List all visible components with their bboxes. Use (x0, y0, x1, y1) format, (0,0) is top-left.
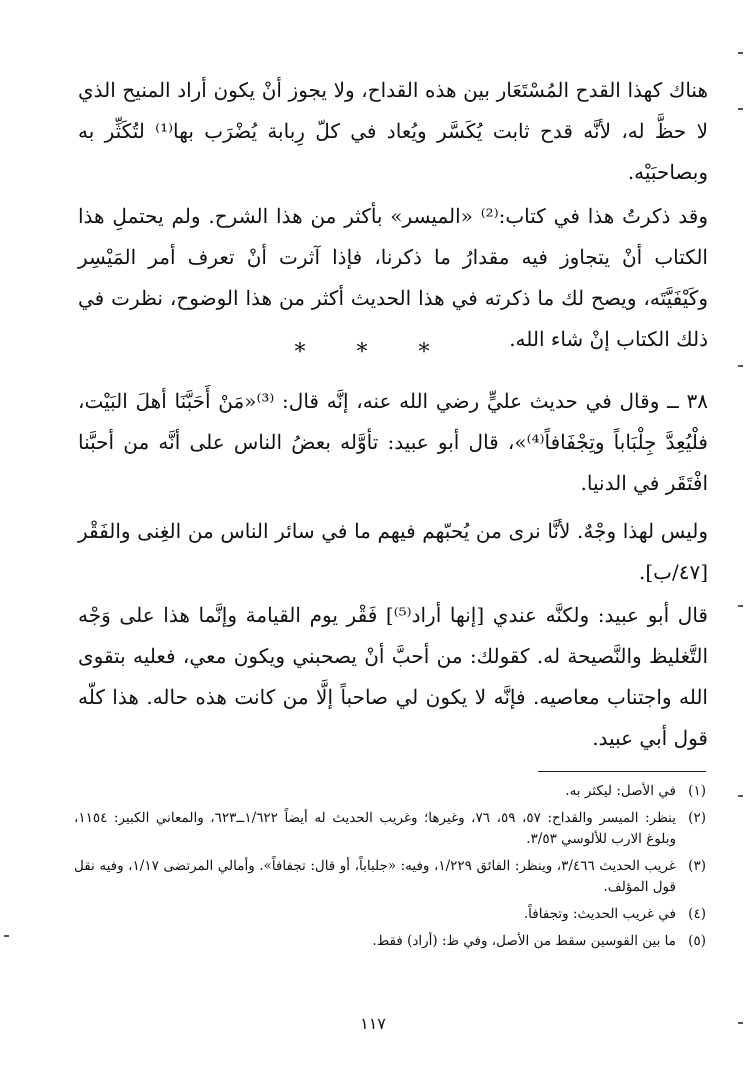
footnote-text: في غريب الحديث: وتجفافاً. (523, 906, 676, 922)
footnote-text: ينظر: الميسر والقداح: ٥٧، ٥٩، ٧٦، وغيرها؛ وغريب الحديث له أيضاً ١/٦٢٢ــ٦٢٣، والمعاني الكبير: ١١٥٤، وبلوغ الارب للألوسي ٣/٥٣. (74, 810, 676, 847)
footnote-divider (538, 771, 706, 772)
main-paragraph-2 (78, 196, 708, 360)
section-separator: * * * (294, 340, 452, 365)
paragraph-text: قال أبو عبيد: ولكنَّه عندي [إنها أراد⁽⁵⁾] فَقْر يوم القيامة وإنَّما هذا على وَجْه التَّغليظ والنَّصيحة له. كقولك: من أحبَّ أنْ يصحبني ويكون معي، فعليه بتقوى الله واجتناب معاصيه. فإنَّه لا يكون لي صاحباً إلَّا من كانت هذه حاله. هذا كلّه قول أبي عبيد. (78, 603, 708, 750)
scan-edge-mark (738, 795, 743, 797)
scan-edge-mark (738, 365, 743, 367)
footnote-number: (٢) (688, 810, 706, 826)
paragraph-text: وليس لهذا وجْهٌ. لأنَّا نرى من يُحبّهم فيهم ما في سائر الناس من الغِنى والفَقْر [٤٧/ب]. (78, 519, 708, 584)
footnote-number: (٣) (688, 858, 706, 874)
paragraph-text: وقد ذكرتُ هذا في كتاب:⁽²⁾ «الميسر» بأكثر من هذا الشرح. ولم يحتملِ هذا الكتاب أنْ يتجاوز فيه مقدارُ ما ذكرنا، فإذا آثرت أنْ تعرف أمر المَيْسِر وكَيْفَيَّتَه، ويصح لك ما ذكرته في هذا الحديث أكثر من هذا الوضوح، نظرت في ذلك الكتاب إنْ شاء الله. (78, 204, 708, 351)
footnotes-section (74, 781, 706, 958)
scan-edge-mark (738, 108, 743, 110)
footnote-text: في الأصل: ليكثر به. (565, 783, 676, 799)
scan-edge-mark (4, 935, 9, 937)
main-paragraph-4 (78, 511, 708, 593)
main-paragraph-5 (78, 595, 708, 759)
footnote-text: ما بين القوسين سقط من الأصل، وفي ظ: (أراد) فقط. (372, 933, 676, 949)
footnote-text: غريب الحديث ٣/٤٦٦، وينظر: الفائق ١/٢٢٩، وفيه: «جلباباً، أو قال: تجفافاً». وأمالي المرتضى ١/١٧، وفيه نقل قول المؤلف. (74, 858, 676, 895)
page-number: ١١٧ (360, 1014, 386, 1033)
footnote-5 (74, 931, 706, 952)
footnote-3 (74, 856, 706, 898)
footnote-number: (١) (688, 783, 706, 799)
footnote-1 (74, 781, 706, 802)
scan-edge-mark (738, 605, 743, 607)
footnote-4 (74, 904, 706, 925)
main-paragraph-1 (78, 70, 708, 193)
paragraph-text: هناك كهذا القدح المُسْتَعَار بين هذه القداح، ولا يجوز أنْ يكون أراد المنيح الذي لا حظَّ له، لأنَّه قدح ثابت يُكَسَّر ويُعاد في كلّ رِبابة يُضْرَب بها⁽¹⁾ لتُكَثِّر به وبصاحبَيْه. (78, 78, 708, 184)
footnote-number: (٤) (688, 906, 706, 922)
paragraph-text: ٣٨ ــ وقال في حديث عليٍّ رضي الله عنه، إنَّه قال: ⁽³⁾«مَنْ أَحَبَّنَا أهلَ البَيْت، فلْيُعِدَّ جِلْبَاباً وتِجْفَافاً⁽⁴⁾»، قال أبو عبيد: تأوَّله بعضُ الناس على أنَّه من أحبَّنا افْتَقَر في الدنيا. (78, 389, 708, 495)
scan-edge-mark (738, 52, 743, 54)
footnote-2 (74, 808, 706, 850)
scan-edge-mark (738, 1022, 743, 1024)
main-paragraph-3 (78, 381, 708, 504)
footnote-number: (٥) (688, 933, 706, 949)
